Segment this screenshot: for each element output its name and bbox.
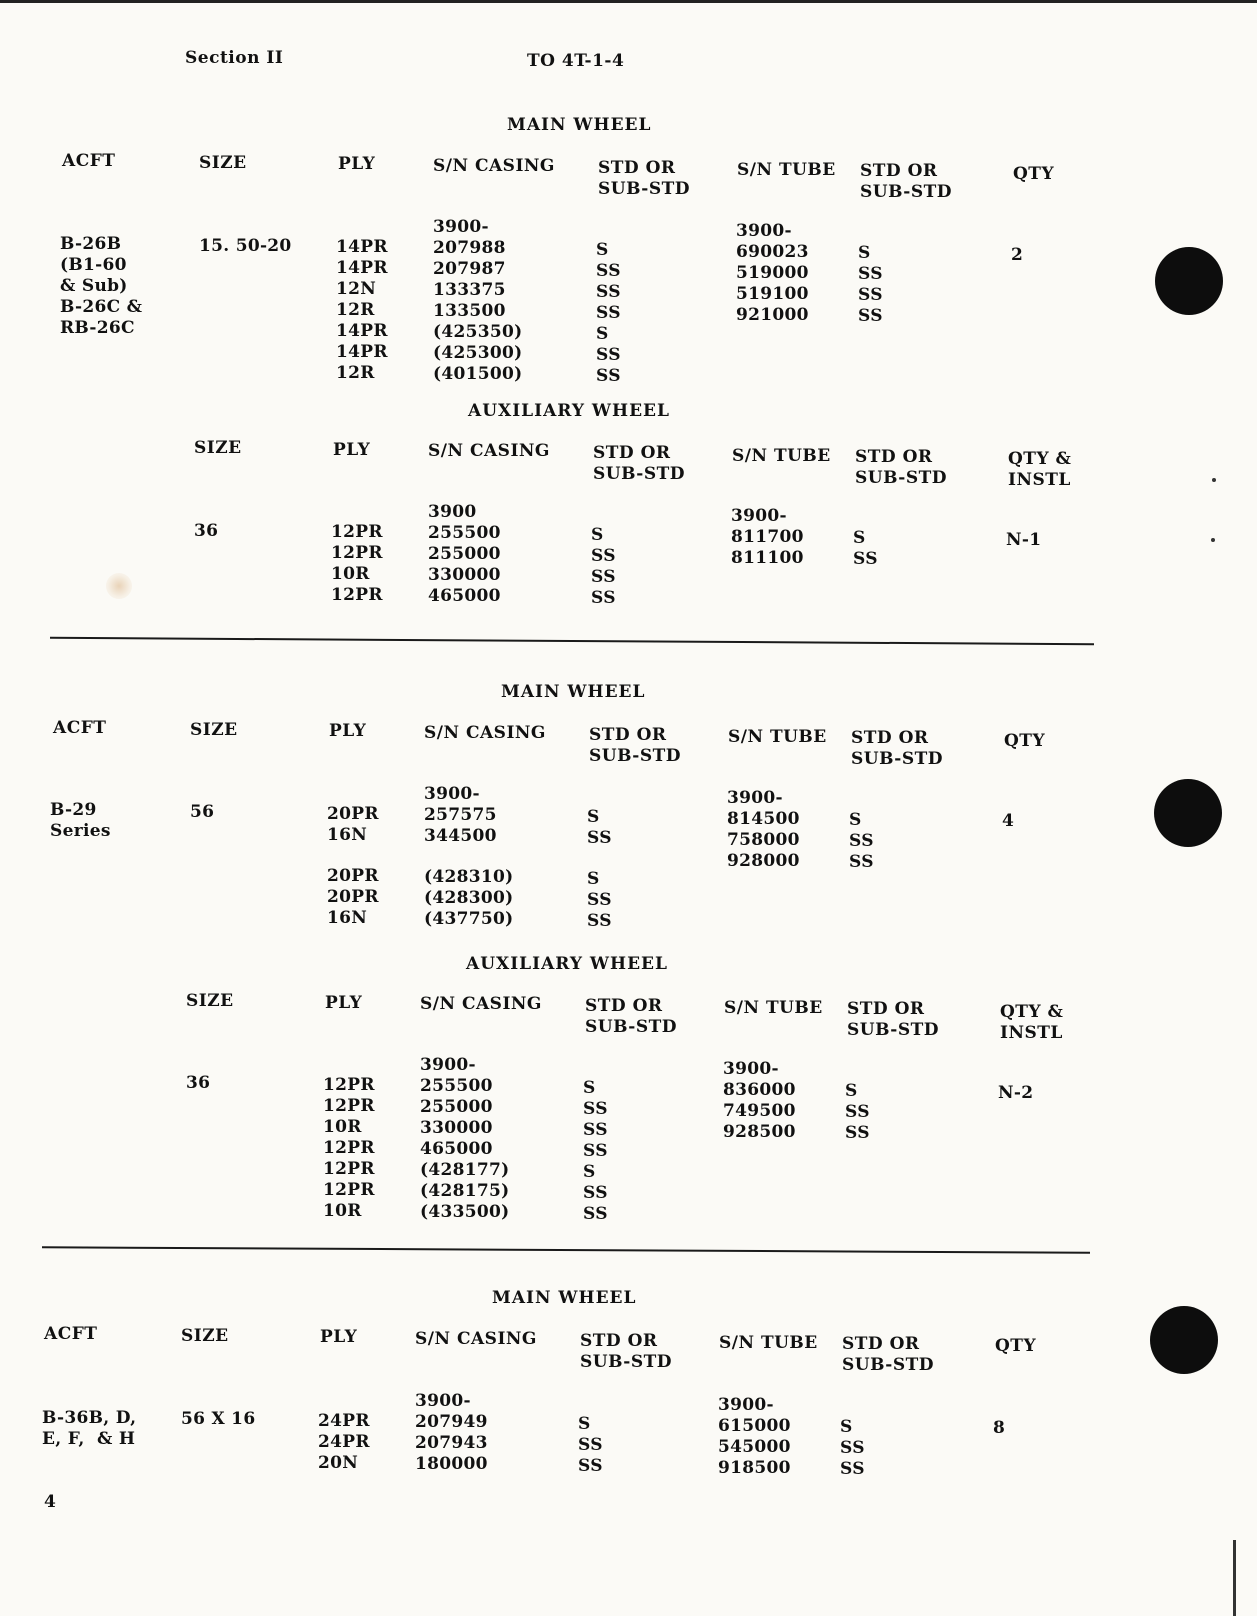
- binder-hole-top: [1155, 247, 1223, 315]
- block2-aux-size-header: SIZE: [186, 991, 234, 1011]
- block2-substd-header: SUB-STD: [589, 746, 682, 766]
- block3-casing-list: 3900- 207949 207943 180000: [415, 1391, 488, 1474]
- block3-casing-std-list: S SS SS: [578, 1414, 603, 1476]
- block2-qty-header: QTY: [1004, 731, 1046, 751]
- block1-aux-tube-header: S/N TUBE: [732, 446, 831, 466]
- block2-casing-header: S/N CASING: [424, 723, 546, 743]
- block2-main-wheel-title: MAIN WHEEL: [501, 682, 646, 702]
- page-edge-mark: [1233, 1540, 1236, 1616]
- block2-tube-std-list: S SS SS: [849, 810, 874, 872]
- block3-std-header: STD OR: [580, 1331, 658, 1351]
- block1-substd-header: SUB-STD: [598, 179, 691, 199]
- block1-qty-value: 2: [1011, 245, 1024, 265]
- block2-casing-list-b: (428310) (428300) (437750): [424, 867, 514, 929]
- block1-tube-substd-header: SUB-STD: [860, 182, 953, 202]
- block3-qty-header: QTY: [995, 1336, 1037, 1356]
- block2-aux-std-header: STD OR: [585, 996, 663, 1016]
- block1-size-value: 15. 50-20: [199, 236, 292, 256]
- block1-aux-ply-header: PLY: [333, 440, 371, 460]
- block2-acft-header: ACFT: [53, 718, 107, 738]
- block2-aux-ply-header: PLY: [325, 993, 363, 1013]
- block2-qty-value: 4: [1002, 811, 1015, 831]
- block1-aux-wheel-title: AUXILIARY WHEEL: [468, 401, 670, 421]
- block1-aux-tube-std-header: STD OR: [855, 447, 933, 467]
- block2-casing-list-a: 3900- 257575 344500: [424, 784, 497, 846]
- speck-mark: [1212, 478, 1216, 482]
- block1-acft-list: B-26B (B1-60 & Sub) B-26C & RB-26C: [60, 234, 143, 338]
- block1-aux-size-value: 36: [194, 521, 219, 541]
- block1-tube-header: S/N TUBE: [737, 160, 836, 180]
- block1-aux-casing-list: 3900 255500 255000 330000 465000: [428, 502, 501, 606]
- block2-aux-qty-value: N-2: [998, 1083, 1034, 1103]
- block2-aux-instl-header: INSTL: [1000, 1023, 1063, 1043]
- block2-ply-list-a: 20PR 16N: [327, 804, 379, 845]
- block1-std-header: STD OR: [598, 158, 676, 178]
- block2-tube-list: 3900- 814500 758000 928000: [727, 788, 800, 871]
- block1-aux-casing-header: S/N CASING: [428, 441, 550, 461]
- block3-tube-substd-header: SUB-STD: [842, 1355, 935, 1375]
- document-number: TO 4T-1-4: [527, 51, 625, 71]
- block1-aux-tube-substd-header: SUB-STD: [855, 468, 948, 488]
- block3-main-wheel-title: MAIN WHEEL: [492, 1288, 637, 1308]
- block2-aux-casing-std-list: S SS SS SS S SS SS: [583, 1078, 608, 1224]
- block2-ply-list-b: 20PR 20PR 16N: [327, 866, 379, 928]
- block1-size-header: SIZE: [199, 153, 247, 173]
- block1-qty-header: QTY: [1013, 164, 1055, 184]
- block1-acft-header: ACFT: [62, 151, 116, 171]
- block1-aux-casing-std-list: S SS SS SS: [591, 525, 616, 608]
- block1-tube-std-list: S SS SS SS: [858, 243, 883, 326]
- block1-tube-std-header: STD OR: [860, 161, 938, 181]
- block3-acft-list: B-36B, D, E, F, & H: [42, 1408, 137, 1449]
- block2-size-value: 56: [190, 802, 215, 822]
- block2-size-header: SIZE: [190, 720, 238, 740]
- block1-aux-qty-value: N-1: [1006, 530, 1042, 550]
- block1-aux-qty-header: QTY &: [1008, 449, 1072, 469]
- block3-qty-value: 8: [993, 1418, 1006, 1438]
- block1-tube-list: 3900- 690023 519000 519100 921000: [736, 221, 809, 325]
- block2-ply-header: PLY: [329, 721, 367, 741]
- block2-aux-tube-std-header: STD OR: [847, 999, 925, 1019]
- block2-acft-list: B-29 Series: [50, 800, 111, 841]
- block2-aux-tube-substd-header: SUB-STD: [847, 1020, 940, 1040]
- block3-substd-header: SUB-STD: [580, 1352, 673, 1372]
- block1-ply-list: 14PR 14PR 12N 12R 14PR 14PR 12R: [336, 237, 388, 383]
- section-label: Section II: [185, 48, 284, 68]
- block2-casing-std-list-a: S SS: [587, 807, 612, 848]
- block3-tube-list: 3900- 615000 545000 918500: [718, 1395, 791, 1478]
- block2-aux-wheel-title: AUXILIARY WHEEL: [466, 954, 668, 974]
- block2-tube-substd-header: SUB-STD: [851, 749, 944, 769]
- block1-aux-tube-std-list: S SS: [853, 528, 878, 569]
- block2-aux-qty-header: QTY &: [1000, 1002, 1064, 1022]
- block3-size-header: SIZE: [181, 1326, 229, 1346]
- block2-tube-header: S/N TUBE: [728, 727, 827, 747]
- block3-ply-header: PLY: [320, 1327, 358, 1347]
- block1-main-wheel-title: MAIN WHEEL: [507, 115, 652, 135]
- block2-std-header: STD OR: [589, 725, 667, 745]
- divider-rule-2: [42, 1246, 1090, 1253]
- block2-aux-ply-list: 12PR 12PR 10R 12PR 12PR 12PR 10R: [323, 1075, 375, 1221]
- top-edge: [0, 0, 1257, 3]
- block3-acft-header: ACFT: [44, 1324, 98, 1344]
- block2-aux-casing-list: 3900- 255500 255000 330000 465000 (428177) (428175) (433500): [420, 1055, 510, 1222]
- divider-rule: [50, 637, 1094, 645]
- block2-aux-tube-header: S/N TUBE: [724, 998, 823, 1018]
- block1-casing-std-list: S SS SS SS S SS SS: [596, 240, 621, 386]
- block2-aux-size-value: 36: [186, 1073, 211, 1093]
- binder-hole-bottom: [1150, 1306, 1218, 1374]
- block1-aux-size-header: SIZE: [194, 438, 242, 458]
- block1-aux-ply-list: 12PR 12PR 10R 12PR: [331, 522, 383, 605]
- block2-aux-tube-list: 3900- 836000 749500 928500: [723, 1059, 796, 1142]
- binder-hole-middle: [1154, 779, 1222, 847]
- block1-aux-substd-header: SUB-STD: [593, 464, 686, 484]
- block2-aux-substd-header: SUB-STD: [585, 1017, 678, 1037]
- block2-aux-tube-std-list: S SS SS: [845, 1081, 870, 1143]
- block2-aux-casing-header: S/N CASING: [420, 994, 542, 1014]
- block2-casing-std-list-b: S SS SS: [587, 869, 612, 931]
- page-number: 4: [44, 1492, 57, 1512]
- paper-stain: [106, 573, 132, 599]
- block1-aux-instl-header: INSTL: [1008, 470, 1071, 490]
- block1-casing-header: S/N CASING: [433, 156, 555, 176]
- block3-size-value: 56 X 16: [181, 1409, 256, 1429]
- block1-aux-std-header: STD OR: [593, 443, 671, 463]
- speck-mark: [1211, 538, 1215, 542]
- block1-ply-header: PLY: [338, 154, 376, 174]
- block1-aux-tube-list: 3900- 811700 811100: [731, 506, 804, 568]
- block3-tube-std-list: S SS SS: [840, 1417, 865, 1479]
- block3-casing-header: S/N CASING: [415, 1329, 537, 1349]
- block3-ply-list: 24PR 24PR 20N: [318, 1411, 370, 1473]
- block1-casing-list: 3900- 207988 207987 133375 133500 (425350) (425300) (401500): [433, 217, 523, 384]
- block3-tube-header: S/N TUBE: [719, 1333, 818, 1353]
- block3-tube-std-header: STD OR: [842, 1334, 920, 1354]
- block2-tube-std-header: STD OR: [851, 728, 929, 748]
